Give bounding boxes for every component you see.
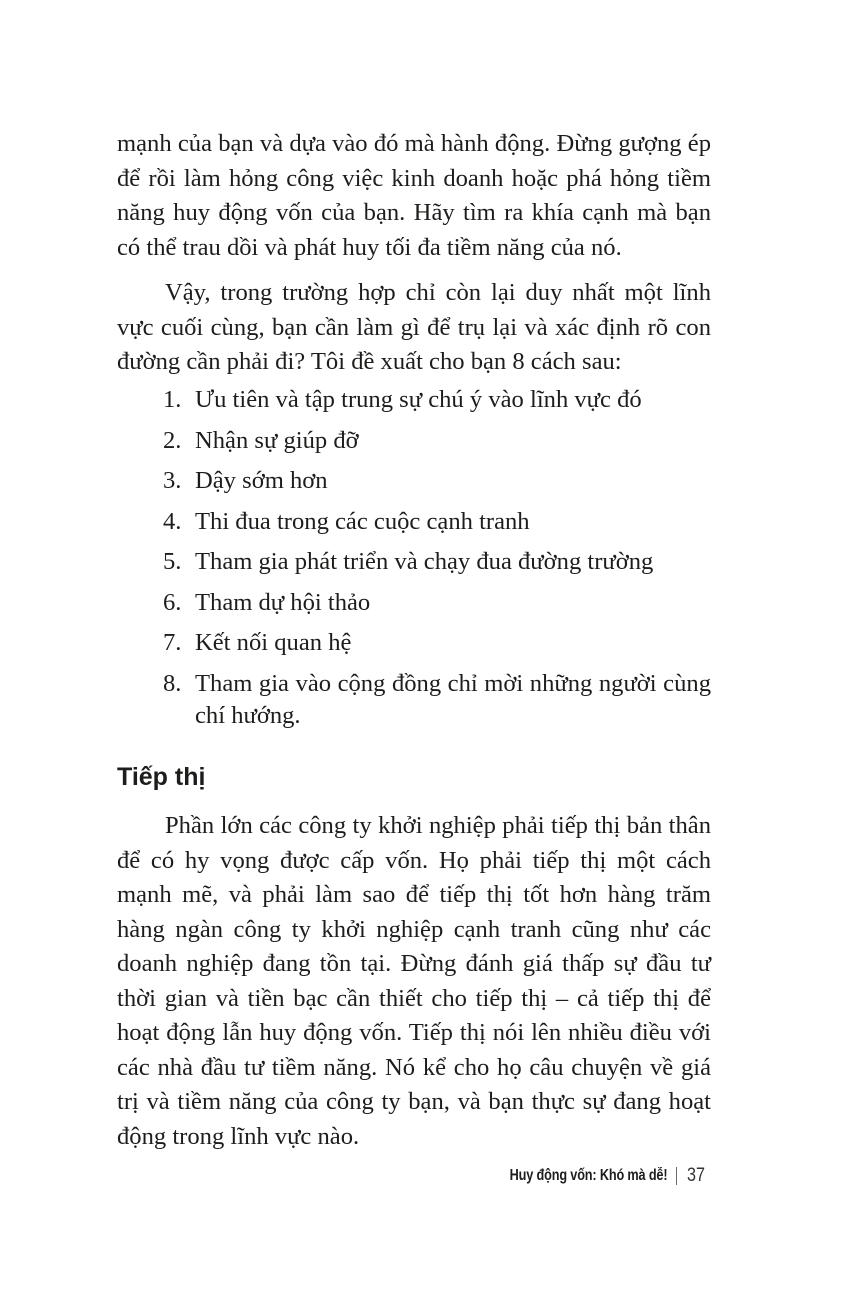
list-item-number: 2. [163, 426, 182, 454]
body-paragraph: Vậy, trong trường hợp chỉ còn lại duy nhất một lĩnh vực cuối cùng, bạn cần làm gì để trụ lại và xác định rõ con đường cần phải đi? Tôi đề xuất cho bạn 8 cách sau: [117, 279, 711, 375]
list-item-text: Kết nối quan hệ [195, 629, 352, 656]
list-item-text: Tham gia vào cộng đồng chỉ mời những người cùng chí hướng. [195, 669, 711, 729]
list-item-text: Tham dự hội thảo [195, 588, 371, 616]
list-item [163, 465, 711, 497]
list-item-text: Thi đua trong các cuộc cạnh tranh [195, 507, 530, 535]
page-number: 37 [686, 1165, 705, 1186]
list-item-text: Ưu tiên và tập trung sự chú ý vào lĩnh vực đó [195, 386, 642, 413]
list-item-number: 6. [163, 588, 182, 616]
list-item-text: Nhận sự giúp đỡ [195, 426, 359, 454]
section-heading: Tiếp thị [117, 763, 206, 791]
list-item [163, 587, 711, 619]
list-item [163, 506, 711, 538]
body-paragraph: mạnh của bạn và dựa vào đó mà hành động. Đừng gượng ép để rồi làm hỏng công việc kinh doanh hoặc phá hỏng tiềm năng huy động vốn của bạn. Hãy tìm ra khía cạnh mà bạn có thể trau dồi và phát huy tối đa tiềm năng của nó. [117, 130, 711, 261]
list-item [163, 384, 711, 416]
footer-divider [676, 1167, 677, 1185]
list-item [163, 668, 711, 732]
list-item [163, 425, 711, 457]
list-item-text: Tham gia phát triển và chạy đua đường trường [195, 548, 654, 575]
running-footer [475, 1162, 708, 1190]
list-item [163, 546, 711, 578]
body-paragraph: Phần lớn các công ty khởi nghiệp phải tiếp thị bản thân để có hy vọng được cấp vốn. Họ phải tiếp thị một cách mạnh mẽ, và phải làm sao để tiếp thị tốt hơn hàng trăm hàng ngàn công ty khởi nghiệp cạnh tranh cũng như các doanh nghiệp đang tồn tại. Đừng đánh giá thấp sự đầu tư thời gian và tiền bạc cần thiết cho tiếp thị – cả tiếp thị để hoạt động lẫn huy động vốn. Tiếp thị nói lên nhiều điều với các nhà đầu tư tiềm năng. Nó kể cho họ câu chuyện về giá trị và tiềm năng của công ty bạn, và bạn thực sự đang hoạt động trong lĩnh vực nào. [117, 812, 711, 1150]
footer-book-title: Huy động vốn: Khó mà dễ! [510, 1167, 668, 1184]
list-item-number: 7. [163, 629, 182, 656]
list-item-number: 1. [163, 386, 182, 413]
list-item-number: 3. [163, 467, 182, 494]
list-item-number: 5. [163, 548, 182, 575]
list-item-text: Dậy sớm hơn [195, 467, 328, 494]
list-item-number: 8. [163, 669, 182, 697]
list-item-number: 4. [163, 507, 182, 535]
numbered-list [163, 384, 711, 740]
list-item [163, 627, 711, 659]
